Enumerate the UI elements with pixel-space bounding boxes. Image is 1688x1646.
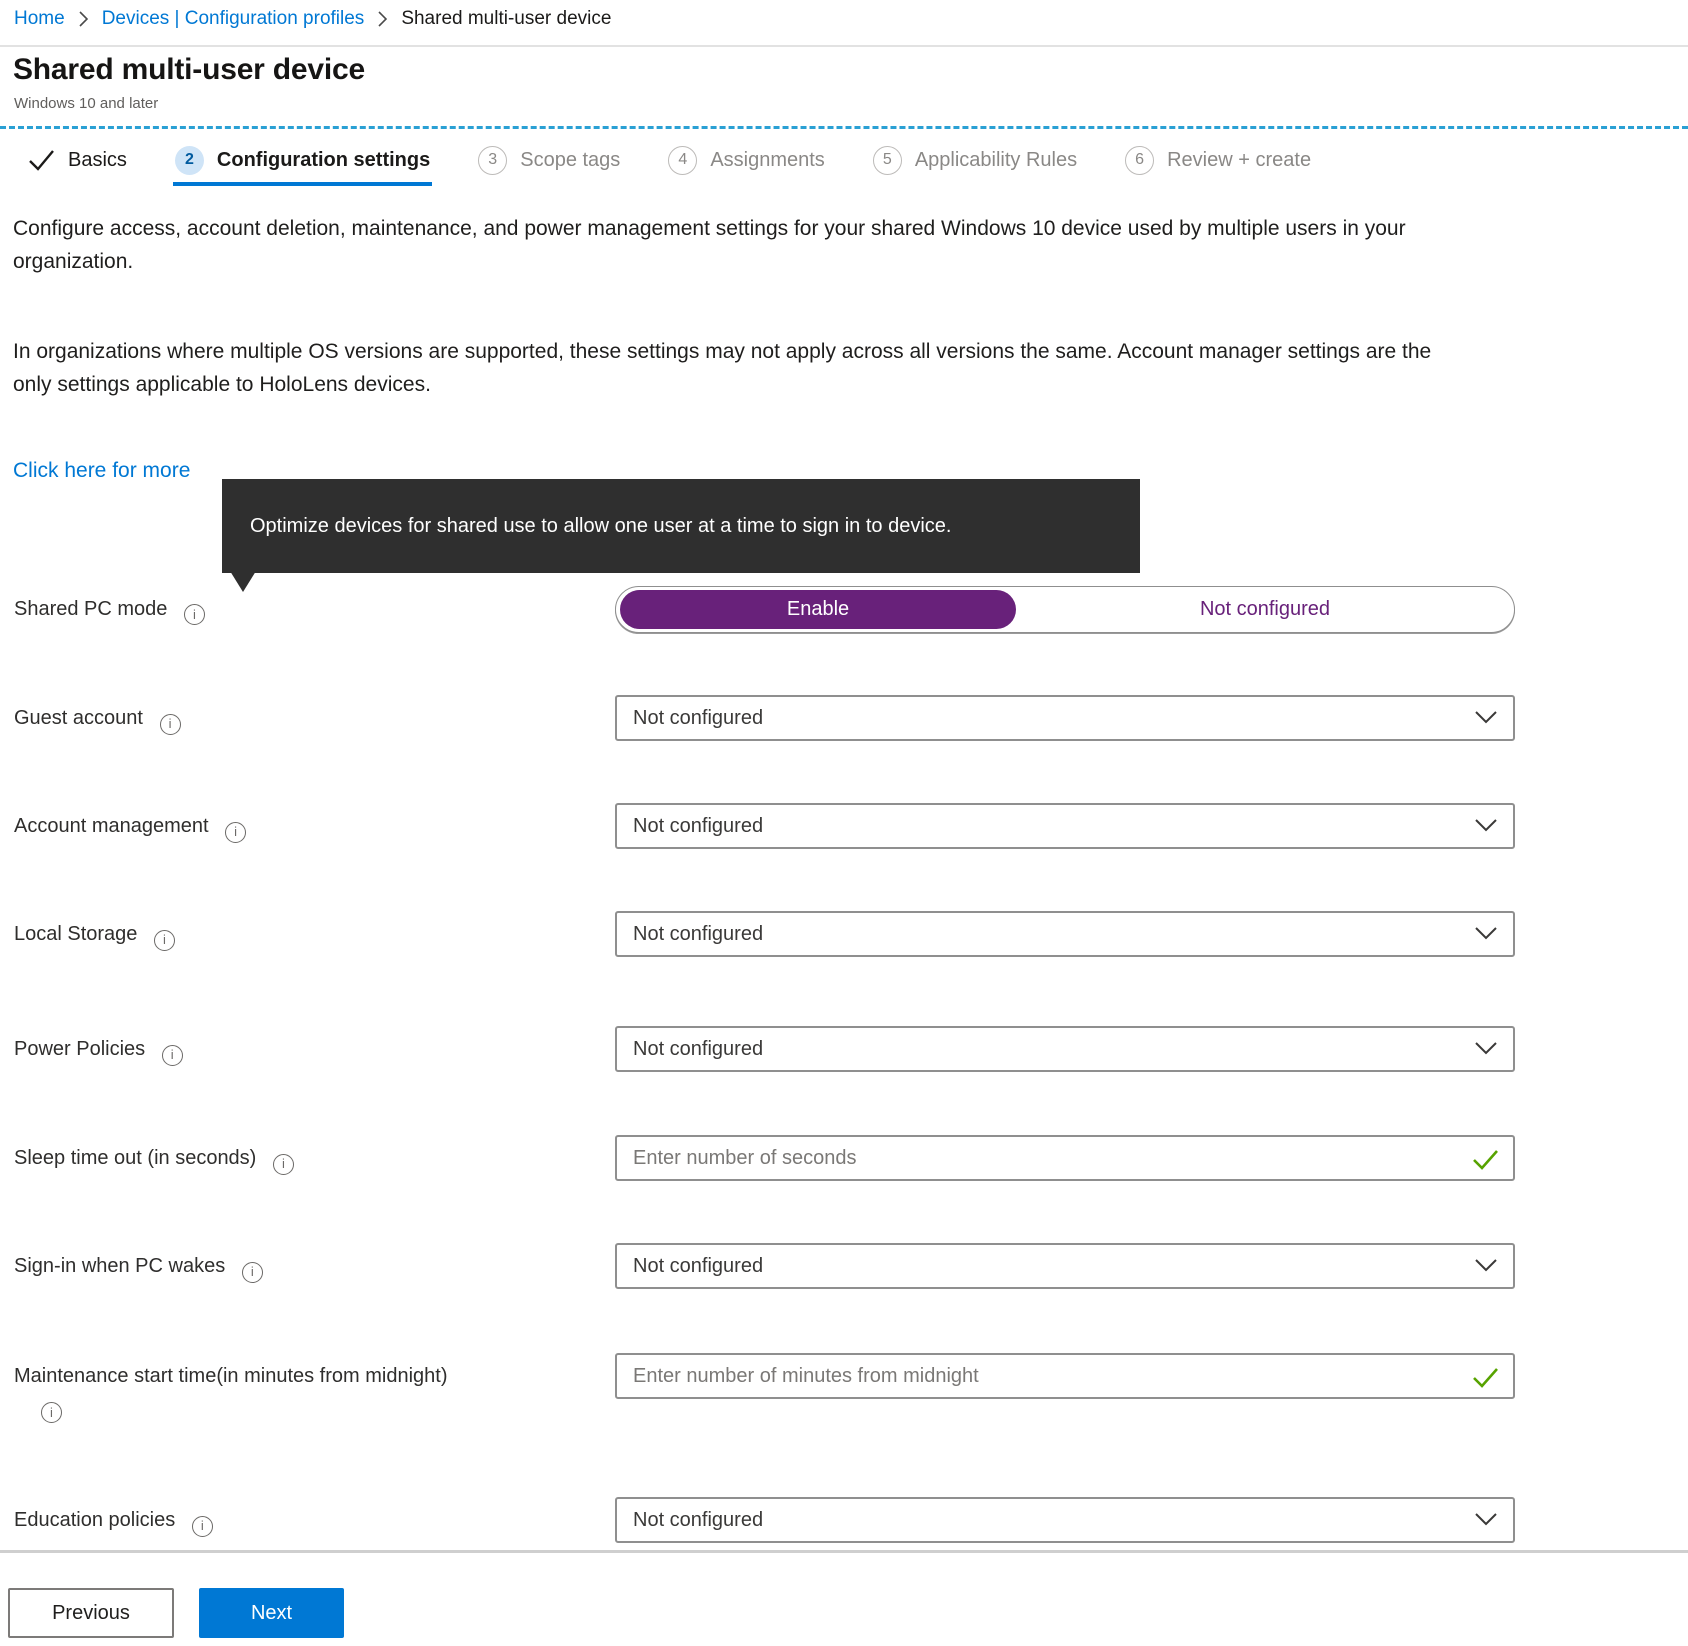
tooltip-arrow-icon [230, 571, 256, 592]
tooltip-text: Optimize devices for shared use to allow one user at a time to sign in to device. [250, 514, 952, 537]
toggle-option-enable[interactable]: Enable [620, 590, 1016, 629]
sleep-timeout-field [615, 1135, 1515, 1181]
previous-button[interactable]: Previous [8, 1588, 174, 1638]
tab-applicability-rules[interactable] [873, 142, 1077, 178]
dropdown-value: Not configured [633, 814, 764, 837]
chevron-right-icon [378, 11, 387, 27]
chevron-right-icon [79, 11, 88, 27]
breadcrumb-divider [0, 45, 1688, 47]
account-management-dropdown[interactable] [615, 803, 1515, 849]
tab-label: Basics [68, 148, 127, 171]
active-tab-underline [173, 182, 432, 186]
field-label-text: Education policies [14, 1509, 176, 1531]
info-icon[interactable]: i [225, 822, 246, 843]
tab-basics[interactable] [28, 142, 127, 178]
power-policies-dropdown[interactable] [615, 1026, 1515, 1072]
field-label [14, 586, 205, 633]
step-number-badge: 6 [1125, 146, 1154, 175]
step-number-badge: 3 [478, 146, 507, 175]
tab-assignments[interactable] [668, 142, 825, 178]
guest-account-dropdown[interactable] [615, 695, 1515, 741]
chevron-down-icon [1475, 707, 1497, 730]
field-label-text: Sleep time out (in seconds) [14, 1147, 257, 1169]
dashed-separator [0, 126, 1688, 129]
info-icon[interactable]: i [162, 1045, 183, 1066]
field-label [14, 1135, 294, 1181]
field-label [14, 1497, 213, 1543]
chevron-down-icon [1475, 815, 1497, 838]
dropdown-value: Not configured [633, 1508, 764, 1531]
field-label-text: Power Policies [14, 1038, 146, 1060]
dropdown-value: Not configured [633, 706, 764, 729]
maintenance-start-time-input[interactable] [617, 1355, 1513, 1397]
dropdown-value: Not configured [633, 1254, 764, 1277]
dropdown-value: Not configured [633, 922, 764, 945]
field-label [14, 803, 246, 849]
intro-paragraph-2: In organizations where multiple OS versions are supported, these settings may not apply across all versions the same. Account manager settings are the only settings applicable to HoloLens devices. [13, 340, 1432, 396]
chevron-down-icon [1475, 1255, 1497, 1278]
info-icon[interactable]: i [273, 1154, 294, 1175]
valid-check-icon [1472, 1149, 1499, 1175]
info-icon[interactable]: i [154, 930, 175, 951]
tab-configuration-settings[interactable] [175, 142, 430, 178]
page-title: Shared multi-user device [13, 53, 365, 86]
intro-paragraph-1: Configure access, account deletion, maintenance, and power management settings for your shared Windows 10 device used by multiple users in your organization. [13, 217, 1406, 273]
info-icon[interactable]: i [184, 604, 205, 625]
info-icon[interactable]: i [192, 1516, 213, 1537]
info-icon[interactable]: i [160, 714, 181, 735]
check-icon [28, 149, 55, 171]
chevron-down-icon [1475, 923, 1497, 946]
breadcrumb-current-page: Shared multi-user device [401, 8, 612, 29]
tab-label: Review + create [1167, 148, 1312, 171]
breadcrumb [14, 8, 611, 30]
sleep-timeout-input[interactable] [617, 1137, 1513, 1179]
maintenance-start-time-field [615, 1353, 1515, 1399]
dropdown-value: Not configured [633, 1037, 764, 1060]
field-label [14, 911, 175, 957]
info-icon[interactable]: i [41, 1402, 62, 1423]
tab-scope-tags[interactable] [478, 142, 620, 178]
footer-divider [0, 1550, 1688, 1553]
tab-review-create[interactable] [1125, 142, 1311, 178]
local-storage-dropdown[interactable] [615, 911, 1515, 957]
education-policies-dropdown[interactable] [615, 1497, 1515, 1543]
field-label-text: Local Storage [14, 923, 138, 945]
info-icon[interactable]: i [242, 1262, 263, 1283]
valid-check-icon [1472, 1367, 1499, 1393]
step-number-badge: 5 [873, 146, 902, 175]
field-label [14, 695, 181, 741]
field-label-text: Sign-in when PC wakes [14, 1255, 226, 1277]
tab-label: Applicability Rules [914, 148, 1078, 171]
signin-when-pc-wakes-dropdown[interactable] [615, 1243, 1515, 1289]
tab-label: Assignments [710, 148, 825, 171]
tab-label: Scope tags [520, 148, 621, 171]
breadcrumb-config-profiles-link[interactable]: Devices | Configuration profiles [101, 8, 365, 29]
page-subtitle: Windows 10 and later [14, 95, 159, 112]
wizard-steps [28, 142, 1311, 178]
tab-label: Configuration settings [216, 148, 431, 171]
step-number-badge: 2 [175, 146, 204, 175]
field-label [14, 1243, 263, 1289]
next-button[interactable]: Next [199, 1588, 344, 1638]
chevron-down-icon [1475, 1038, 1497, 1061]
field-label-text: Account management [14, 815, 209, 837]
tooltip [222, 479, 1140, 573]
field-label-text: Shared PC mode [14, 598, 168, 620]
step-number-badge: 4 [668, 146, 697, 175]
field-label-text: Guest account [14, 707, 143, 729]
field-label [14, 1353, 448, 1399]
breadcrumb-home-link[interactable]: Home [14, 8, 65, 29]
chevron-down-icon [1475, 1509, 1497, 1532]
toggle-option-not-configured[interactable]: Not configured [1199, 598, 1331, 620]
field-label [14, 1026, 183, 1072]
field-label-text: Maintenance start time(in minutes from midnight) [14, 1365, 448, 1387]
more-info-link[interactable]: Click here for more [13, 459, 191, 482]
shared-pc-mode-toggle[interactable] [615, 586, 1515, 633]
